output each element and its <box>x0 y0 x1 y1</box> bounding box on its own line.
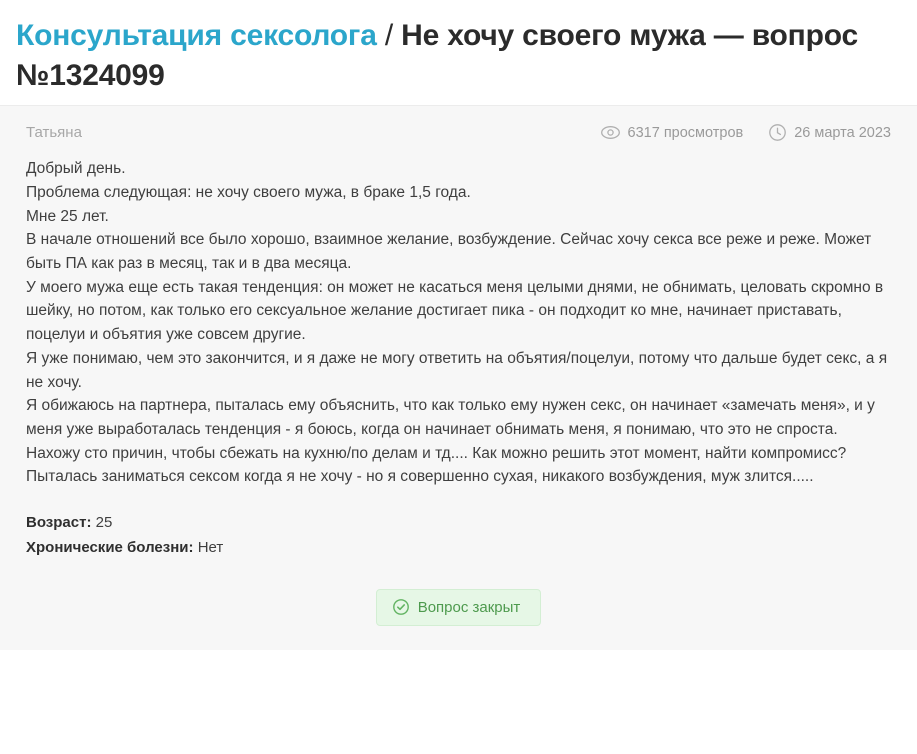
question-paragraph: Я обижаюсь на партнера, пыталась ему объяснить, что как только ему нужен секс, он начинает «замечать меня», и у меня уже выработалась тенденция - я боюсь, когда он начинает обнимать меня, я понимаю, что это не спроста. Нахожу сто причин, чтобы сбежать на кухню/по делам и тд.... Как можно решить этот момент, найти компромисс? Пыталась заниматься сексом когда я не хочу - но я совершенно сухая, никакого возбуждения, муж злится..... <box>26 397 875 486</box>
question-paragraph: У моего мужа еще есть такая тенденция: он может не касаться меня целыми днями, не обнимать, целовать скромно в шейку, но потом, как только его сексуальное желание достигает пика - он подходит ко мне, начинает приставать, поцелуи и объятия уже совсем другие. <box>26 278 884 344</box>
eye-icon <box>601 126 620 139</box>
question-fields <box>26 511 891 561</box>
question-title-text: Не хочу своего мужа — вопрос №1324099 <box>16 19 858 92</box>
status-label: Вопрос закрыт <box>417 598 521 616</box>
title-separator: / <box>376 19 402 52</box>
title-area <box>0 0 917 105</box>
page-title <box>16 16 901 95</box>
publish-date: 26 марта 2023 <box>794 124 891 141</box>
views-meta <box>601 125 744 141</box>
field-row <box>26 536 891 561</box>
field-value: Нет <box>197 538 224 556</box>
check-circle-icon <box>393 599 409 615</box>
meta-right-group <box>601 124 891 141</box>
question-paragraph: Добрый день. <box>26 160 126 178</box>
clock-icon <box>769 124 786 141</box>
field-value: 25 <box>95 514 113 532</box>
question-paragraph: Проблема следующая: не хочу своего мужа, в браке 1,5 года. <box>26 183 471 201</box>
field-row <box>26 511 891 536</box>
question-paragraph: Мне 25 лет. <box>26 207 109 225</box>
question-body <box>26 157 891 489</box>
date-meta <box>769 124 891 141</box>
status-badge <box>376 589 542 626</box>
question-paragraph: В начале отношений все было хорошо, взаимное желание, возбуждение. Сейчас хочу секса все реже и реже. Может быть ПА как раз в месяц, так и в два месяца. <box>26 231 872 272</box>
field-label: Возраст: <box>26 514 92 532</box>
author-name: Татьяна <box>26 124 82 142</box>
field-label: Хронические болезни: <box>26 538 194 556</box>
category-link[interactable]: Консультация сексолога <box>16 19 377 52</box>
question-paragraph: Я уже понимаю, чем это закончится, и я даже не могу ответить на объятия/поцелуи, потому что дальше будет секс, а я не хочу. <box>26 349 888 391</box>
meta-row <box>26 124 891 141</box>
question-card <box>0 105 917 649</box>
status-wrap <box>26 589 891 626</box>
views-count: 6317 просмотров <box>627 124 744 141</box>
